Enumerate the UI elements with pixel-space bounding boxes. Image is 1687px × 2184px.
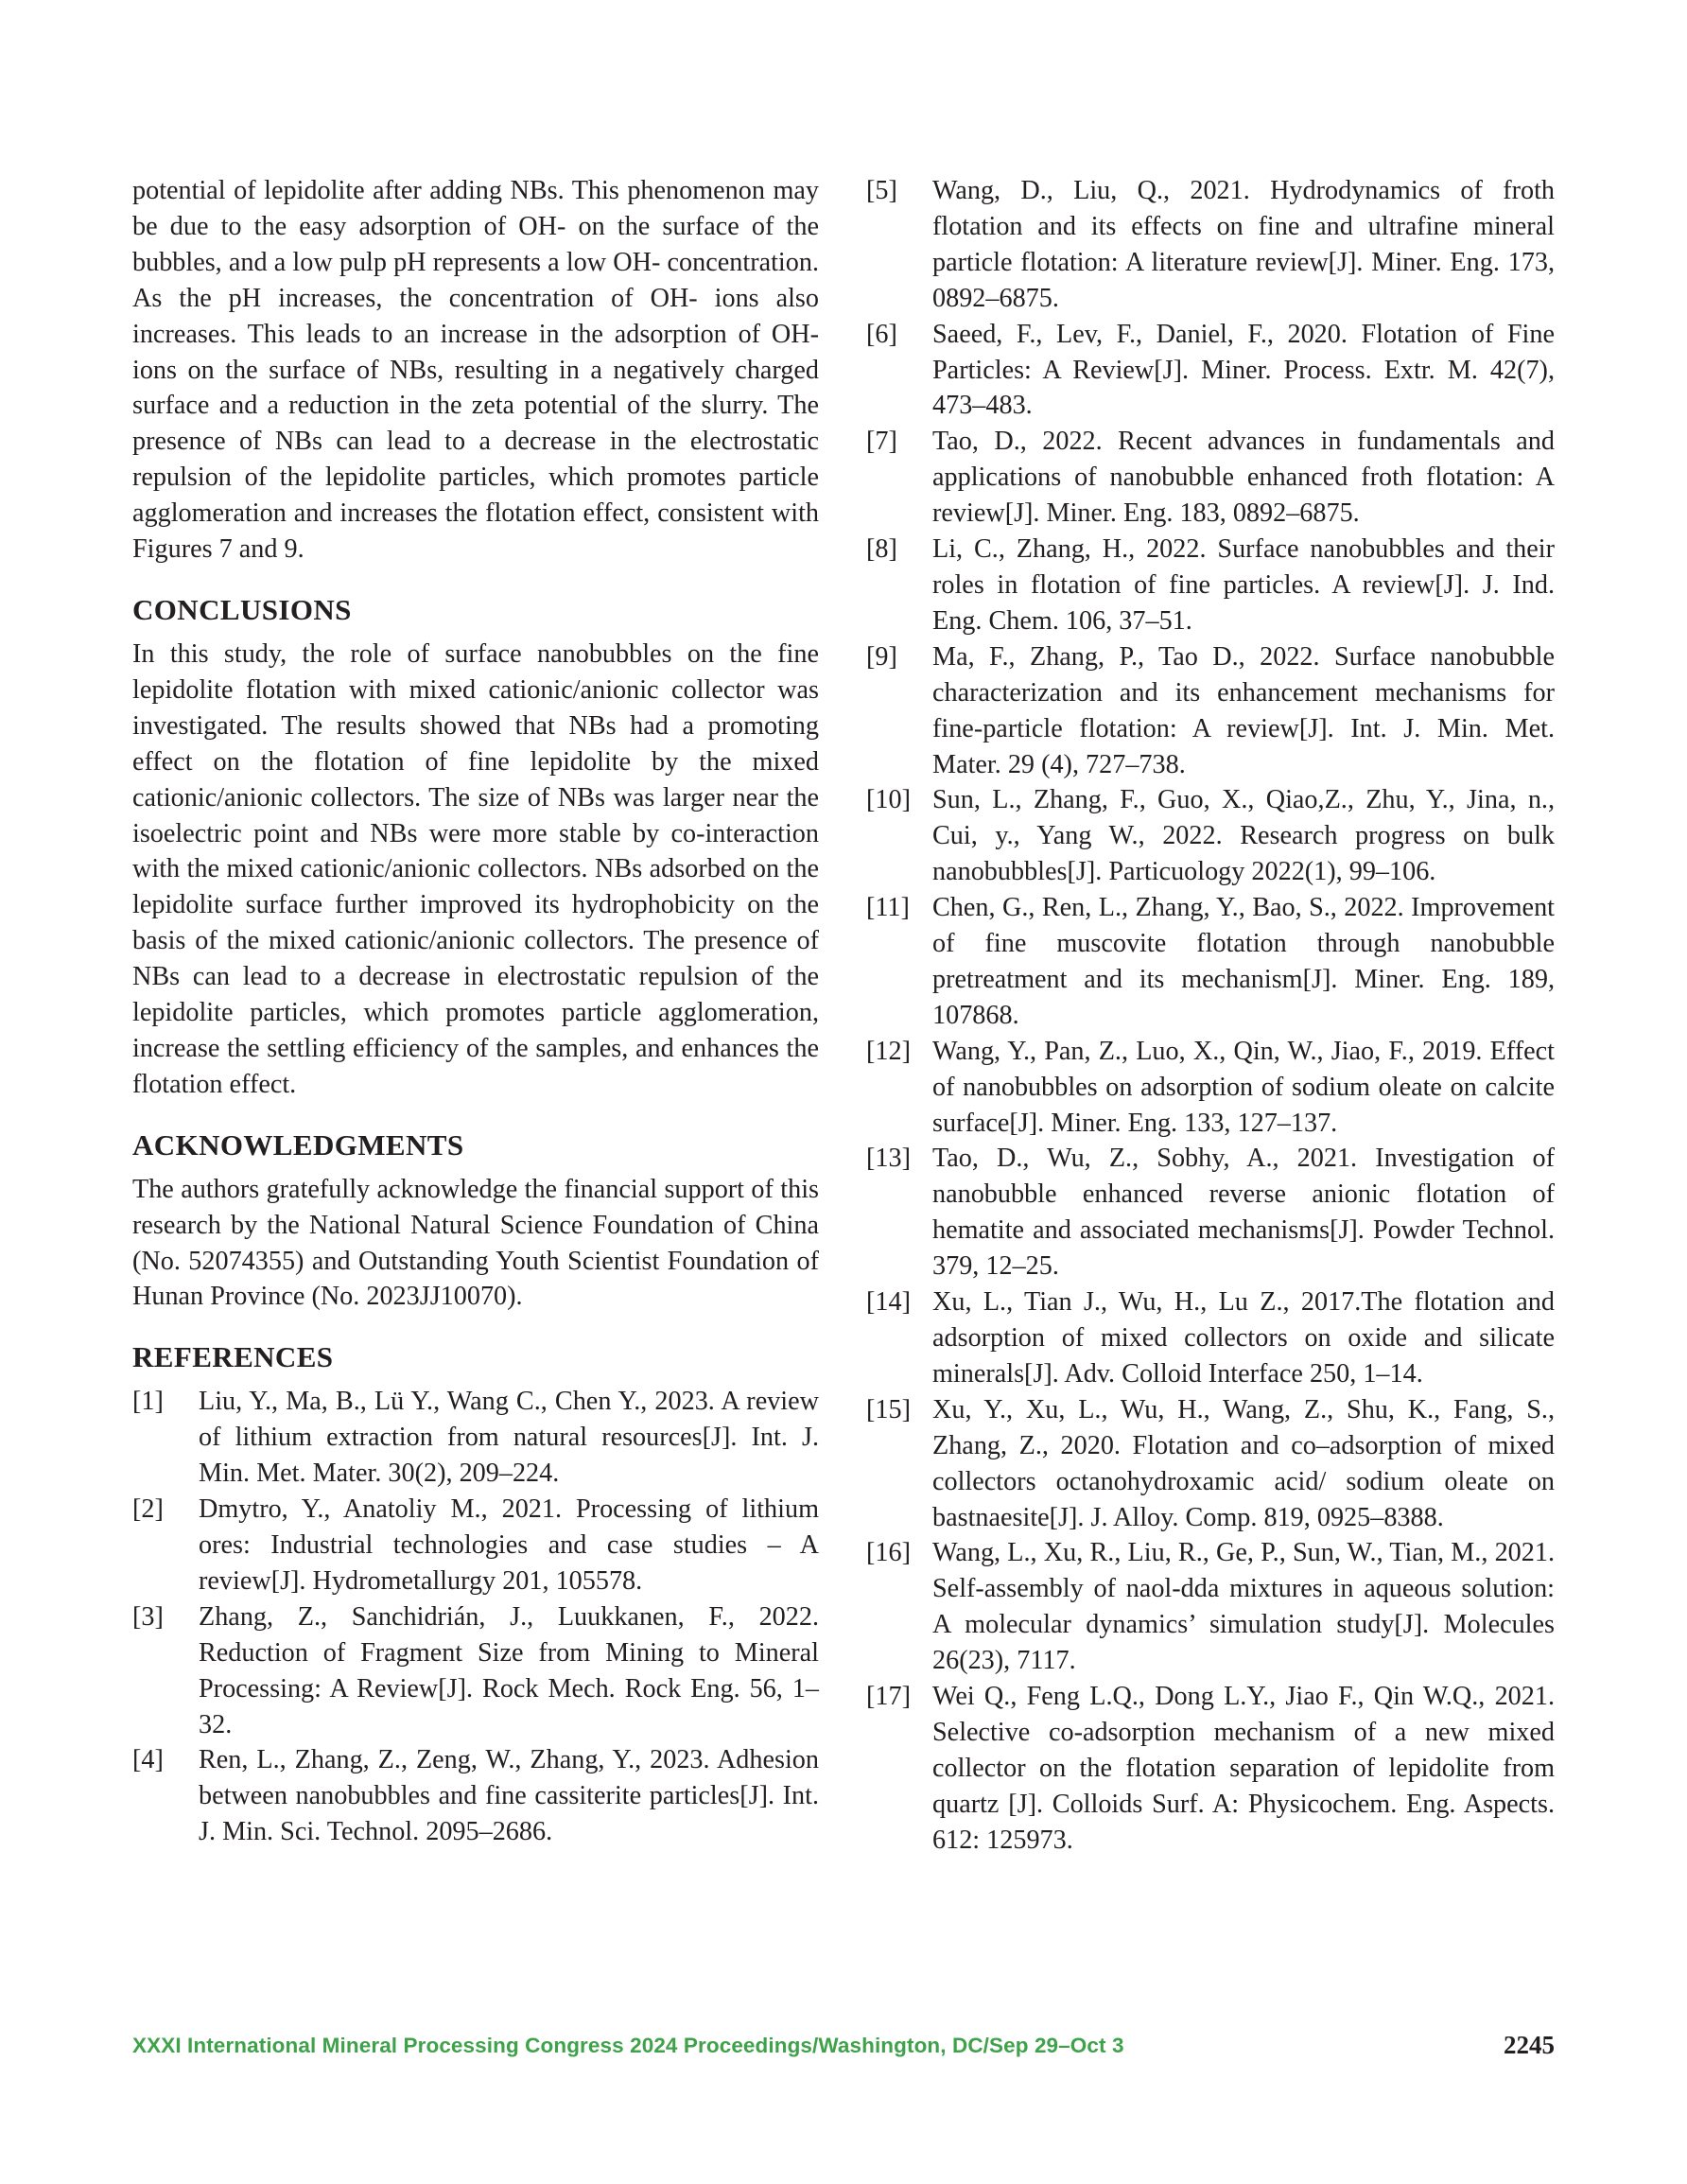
reference-item (132, 1492, 819, 1599)
reference-item (866, 1679, 1555, 1859)
reference-number: [2] (132, 1494, 164, 1525)
reference-number: [9] (866, 641, 897, 672)
reference-number: [10] (866, 785, 911, 815)
reference-text: Wang, Y., Pan, Z., Luo, X., Qin, W., Jiao, F., 2019. Effect of nanobubbles on adsorption of sodium oleate on calcite surface[J]. Miner. Eng. 133, 127–137. (932, 1036, 1555, 1138)
reference-text: Wei Q., Feng L.Q., Dong L.Y., Jiao F., Qin W.Q., 2021. Selective co-adsorption mechanism of a new mixed collector on the flotation separation of lepidolite from quartz [J]. Colloids Surf. A: Physicochem. Eng. Aspects. 612: 125973. (932, 1682, 1555, 1855)
reference-text: Li, C., Zhang, H., 2022. Surface nanobubbles and their roles in flotation of fine particles. A review[J]. J. Ind. Eng. Chem. 106, 37–51. (932, 534, 1555, 636)
conclusions-paragraph: In this study, the role of surface nanobubbles on the fine lepidolite flotation with mixed cationic/anionic collector was investigated. The results showed that NBs had a promoting effect on the flotation of fine lepidolite by the mixed cationic/anionic collectors. The size of NBs was larger near the isoelectric point and NBs were more stable by co-interaction with the mixed cationic/anionic collectors. NBs adsorbed on the lepidolite surface further improved its hydrophobicity on the basis of the mixed cationic/anionic collectors. The presence of NBs can lead to a decrease in electrostatic repulsion of the lepidolite particles, which promotes particle agglomeration, increase the settling efficiency of the samples, and enhances the flotation effect. (132, 638, 819, 1099)
reference-number: [15] (866, 1394, 911, 1424)
reference-text: Xu, Y., Xu, L., Wu, H., Wang, Z., Shu, K., Fang, S., Zhang, Z., 2020. Flotation and co–adsorption of mixed collectors octanohydroxamic acid/ sodium oleate on bastnaesite[J]. J. Alloy. Comp. 819, 0925–8388. (932, 1394, 1555, 1532)
reference-number: [6] (866, 319, 897, 349)
reference-number: [14] (866, 1287, 911, 1318)
reference-item (866, 317, 1555, 425)
reference-text: Tao, D., 2022. Recent advances in fundamentals and applications of nanobubble enhanced froth flotation: A review[J]. Miner. Eng. 183, 0892–6875. (932, 427, 1555, 529)
right-column (866, 173, 1555, 1859)
reference-number: [17] (866, 1682, 911, 1712)
reference-item (132, 1742, 819, 1850)
reference-number: [1] (132, 1387, 164, 1417)
reference-number: [11] (866, 893, 910, 923)
reference-item (866, 1141, 1555, 1284)
reference-text: Zhang, Z., Sanchidrián, J., Luukkanen, F., 2022. Reduction of Fragment Size from Mining to Mineral Processing: A Review[J]. Rock Mech. Rock Eng. 56, 1–32. (199, 1601, 819, 1739)
reference-number: [12] (866, 1036, 911, 1066)
reference-item (866, 424, 1555, 532)
reference-number: [7] (866, 427, 897, 457)
reference-number: [3] (132, 1601, 164, 1632)
reference-number: [5] (866, 176, 897, 205)
reference-text: Tao, D., Wu, Z., Sobhy, A., 2021. Investigation of nanobubble enhanced reverse anionic flotation of hematite and associated mechanisms[J]. Powder Technol. 379, 12–25. (932, 1144, 1555, 1282)
reference-number: [16] (866, 1538, 911, 1568)
conclusions-heading: CONCLUSIONS (132, 592, 352, 626)
acknowledgments-paragraph: The authors gratefully acknowledge the financial support of this research by the National Natural Science Foundation of China (No. 52074355) and Outstanding Youth Scientist Foundation of Hunan Province (No. 2023JJ10070). (132, 1174, 819, 1312)
reference-text: Chen, G., Ren, L., Zhang, Y., Bao, S., 2022. Improvement of fine muscovite flotation through nanobubble pretreatment and its mechanism[J]. Miner. Eng. 189, 107868. (932, 893, 1555, 1030)
reference-text: Ren, L., Zhang, Z., Zeng, W., Zhang, Y., 2023. Adhesion between nanobubbles and fine cassiterite particles[J]. Int. J. Min. Sci. Technol. 2095–2686. (199, 1745, 819, 1847)
reference-text: Xu, L., Tian J., Wu, H., Lu Z., 2017.The flotation and adsorption of mixed collectors on oxide and silicate minerals[J]. Adv. Colloid Interface 250, 1–14. (932, 1287, 1555, 1389)
reference-text: Ma, F., Zhang, P., Tao D., 2022. Surface nanobubble characterization and its enhancement mechanisms for fine-particle flotation: A review[J]. Int. J. Min. Met. Mater. 29 (4), 727–738. (932, 641, 1555, 779)
reference-text: Wang, D., Liu, Q., 2021. Hydrodynamics of froth flotation and its effects on fine and ultrafine mineral particle flotation: A literature review[J]. Miner. Eng. 173, 0892–6875. (932, 176, 1555, 313)
reference-number: [4] (132, 1745, 164, 1775)
reference-text: Saeed, F., Lev, F., Daniel, F., 2020. Flotation of Fine Particles: A Review[J]. Miner. Process. Extr. M. 42(7), 473–483. (932, 319, 1555, 421)
reference-item (866, 890, 1555, 1034)
intro-paragraph: potential of lepidolite after adding NBs. This phenomenon may be due to the easy adsorption of OH- on the surface of the bubbles, and a low pulp pH represents a low OH- concentration. As the pH increases, the concentration of OH- ions also increases. This leads to an increase in the adsorption of OH- ions on the surface of NBs, resulting in a negatively charged surface and a reduction in the zeta potential of the slurry. The presence of NBs can lead to a decrease in the electrostatic repulsion of the lepidolite particles, which promotes particle agglomeration and increases the flotation effect, consistent with Figures 7 and 9. (132, 176, 819, 565)
reference-text: Liu, Y., Ma, B., Lü Y., Wang C., Chen Y., 2023. A review of lithium extraction from natural resources[J]. Int. J. Min. Met. Mater. 30(2), 209–224. (199, 1387, 819, 1489)
reference-text: Dmytro, Y., Anatoliy M., 2021. Processing of lithium ores: Industrial technologies and case studies – A review[J]. Hydrometallurgy 201, 105578. (199, 1494, 819, 1596)
reference-item (866, 173, 1555, 317)
reference-item (866, 1034, 1555, 1142)
left-column (132, 173, 819, 1850)
reference-item (132, 1599, 819, 1743)
reference-number: [8] (866, 534, 897, 565)
reference-item (132, 1384, 819, 1492)
conference-footer-text: XXXI International Mineral Processing Congress 2024 Proceedings/Washington, DC/Sep 29–Oct 3 (132, 2034, 1124, 2057)
reference-item (866, 782, 1555, 890)
page-number: 2245 (1504, 2031, 1555, 2059)
reference-number: [13] (866, 1144, 911, 1174)
references-heading: REFERENCES (132, 1340, 334, 1374)
reference-text: Wang, L., Xu, R., Liu, R., Ge, P., Sun, W., Tian, M., 2021. Self-assembly of naol-dda mixtures in aqueous solution: A molecular dynamics’ simulation study[J]. Molecules 26(23), 7117. (932, 1538, 1555, 1676)
reference-text: Sun, L., Zhang, F., Guo, X., Qiao,Z., Zhu, Y., Jina, n., Cui, y., Yang W., 2022. Research progress on bulk nanobubbles[J]. Particuology 2022(1), 99–106. (932, 785, 1555, 887)
reference-item (866, 1392, 1555, 1536)
reference-item (866, 1535, 1555, 1679)
reference-item (866, 1284, 1555, 1392)
reference-item (866, 532, 1555, 639)
page-footer (132, 2031, 1555, 2071)
acknowledgments-heading: ACKNOWLEDGMENTS (132, 1127, 464, 1162)
reference-item (866, 639, 1555, 783)
references-list-right (866, 173, 1555, 1859)
references-list-left (132, 1384, 819, 1850)
